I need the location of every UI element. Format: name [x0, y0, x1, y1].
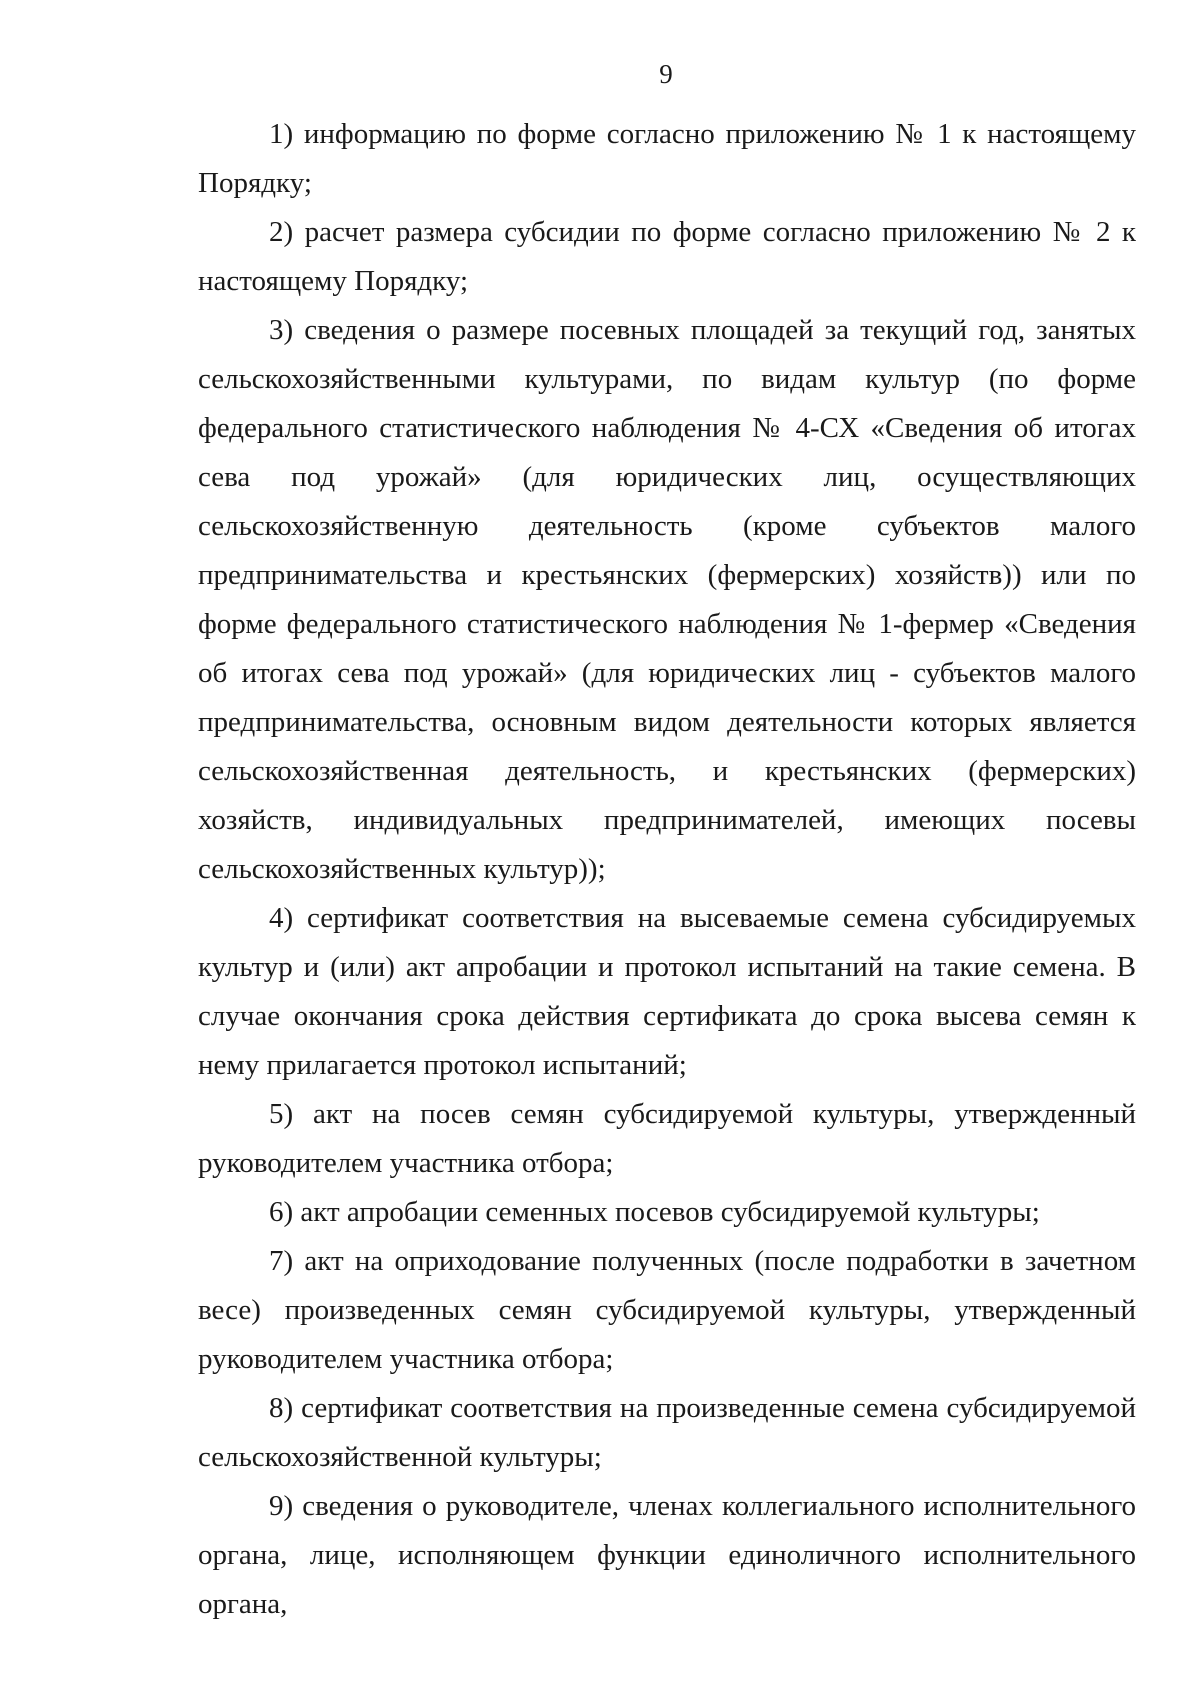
list-item-7: 7) акт на оприходование полученных (после подработки в зачетном весе) произведенных семян субсидируемой культуры, утвержденный руководителем участника отбора; — [198, 1245, 1136, 1375]
list-item-8: 8) сертификат соответствия на произведенные семена субсидируемой сельскохозяйственной культуры; — [198, 1392, 1136, 1473]
list-item-1: 1) информацию по форме согласно приложению № 1 к настоящему Порядку; — [198, 118, 1136, 199]
list-item-5: 5) акт на посев семян субсидируемой культуры, утвержденный руководителем участника отбора; — [198, 1098, 1136, 1179]
list-item-9: 9) сведения о руководителе, членах коллегиального исполнительного органа, лице, исполняющем функции единоличного исполнительного органа, — [198, 1490, 1136, 1620]
list-item-2: 2) расчет размера субсидии по форме согласно приложению № 2 к настоящему Порядку; — [198, 216, 1136, 297]
page-number: 9 — [659, 59, 673, 89]
document-body — [198, 110, 1136, 1629]
list-item-6: 6) акт апробации семенных посевов субсидируемой культуры; — [269, 1196, 1040, 1228]
list-item-4: 4) сертификат соответствия на высеваемые семена субсидируемых культур и (или) акт апробации и протокол испытаний на такие семена. В случае окончания срока действия сертификата до срока высева семян к нему прилагается протокол испытаний; — [198, 902, 1136, 1081]
list-item-3: 3) сведения о размере посевных площадей за текущий год, занятых сельскохозяйственными культурами, по видам культур (по форме федерального статистического наблюдения № 4-СХ «Сведения об итогах сева под урожай» (для юридических лиц, осуществляющих сельскохозяйственную деятельность (кроме субъектов малого предпринимательства и крестьянских (фермерских) хозяйств)) или по форме федерального статистического наблюдения № 1-фермер «Сведения об итогах сева под урожай» (для юридических лиц - субъектов малого предпринимательства, основным видом деятельности которых является сельскохозяйственная деятельность, и крестьянских (фермерских) хозяйств, индивидуальных предпринимателей, имеющих посевы сельскохозяйственных культур)); — [198, 314, 1136, 885]
